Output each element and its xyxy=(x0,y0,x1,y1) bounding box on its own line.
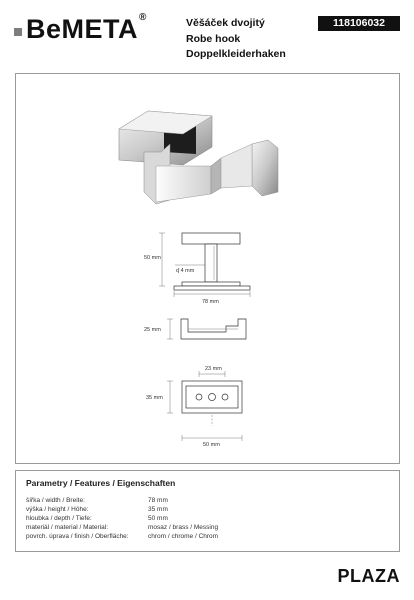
spec-label: povrch. úprava / finish / Oberfläche: xyxy=(26,533,129,540)
spec-label: výška / height / Höhe: xyxy=(26,506,89,513)
logo-square-icon xyxy=(14,28,22,36)
spec-value: 78 mm xyxy=(148,497,168,504)
drawing-frame xyxy=(15,73,400,464)
parameters-title: Parametry / Features / Eigenschaften xyxy=(26,478,176,488)
dim-side-depth: 25 mm xyxy=(144,327,161,333)
brand-logo xyxy=(14,14,146,44)
dim-plate-height: 35 mm xyxy=(146,395,163,401)
spec-row xyxy=(26,523,386,532)
spec-row xyxy=(26,505,386,514)
product-code: 118106032 xyxy=(318,16,400,31)
spec-label: hloubka / depth / Tiefe: xyxy=(26,515,92,522)
spec-label: šířka / width / Breite: xyxy=(26,497,85,504)
title-en: Robe hook xyxy=(186,32,241,45)
product-render xyxy=(119,111,278,204)
dim-plate-inner: 23 mm xyxy=(205,366,222,372)
side-view xyxy=(167,319,246,339)
spec-value: mosaz / brass / Messing xyxy=(148,524,219,531)
spec-value: 35 mm xyxy=(148,506,168,513)
technical-drawing xyxy=(16,74,401,465)
title-de: Doppelkleiderhaken xyxy=(186,48,286,60)
spec-row xyxy=(26,514,386,523)
dim-rod-diameter: ʠ 4 mm xyxy=(176,268,195,274)
front-view xyxy=(159,233,250,297)
dim-front-width: 78 mm xyxy=(202,299,219,305)
product-titles xyxy=(186,16,286,63)
series-name: PLAZA xyxy=(337,566,400,586)
spec-row xyxy=(26,496,386,505)
title-cz: Věšáček dvojitý xyxy=(186,17,265,29)
dim-front-height: 50 mm xyxy=(144,255,161,261)
spec-value: 50 mm xyxy=(148,515,168,522)
spec-value: chrom / chrome / Chrom xyxy=(148,533,219,540)
registered-mark: ® xyxy=(139,12,147,23)
brand-name: BeMETA xyxy=(26,14,139,44)
spec-label: materiál / material / Material: xyxy=(26,524,108,531)
plate-view xyxy=(167,371,242,441)
parameters-section xyxy=(15,470,400,552)
dim-plate-width: 50 mm xyxy=(203,442,220,448)
spec-row xyxy=(26,532,386,541)
